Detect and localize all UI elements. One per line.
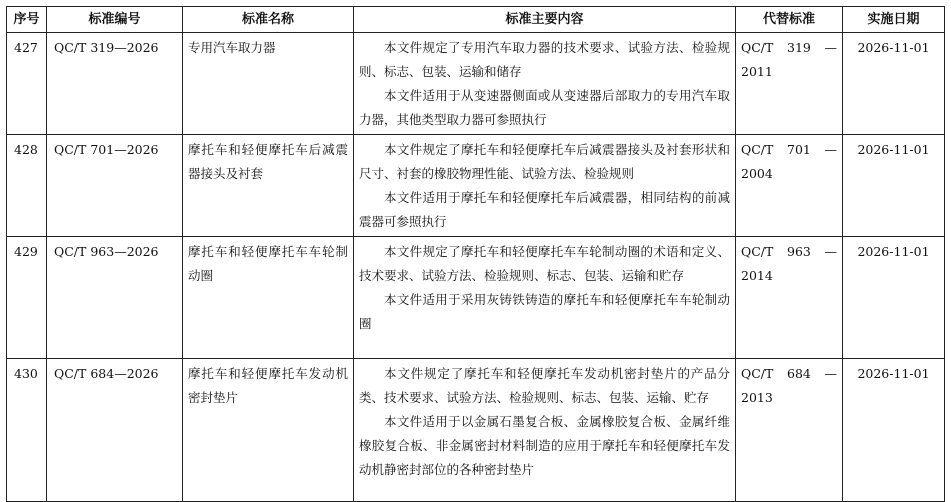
effective-date: 2026-11-01 xyxy=(843,135,945,237)
standard-code: QC/T 319—2026 xyxy=(47,33,183,135)
content-paragraph: 本文件适用于从变速器侧面或从变速器后部取力的专用汽车取力器，其他类型取力器可参照执行 xyxy=(359,88,730,127)
standard-code: QC/T 701—2026 xyxy=(47,135,183,237)
row-number: 430 xyxy=(7,359,47,502)
content-paragraph: 本文件规定了摩托车和轻便摩托车发动机密封垫片的产品分类、技术要求、试验方法、检验规则、标志、包装、运输、贮存 xyxy=(359,366,730,405)
effective-date: 2026-11-01 xyxy=(843,359,945,502)
header-date: 实施日期 xyxy=(843,7,945,33)
row-number: 428 xyxy=(7,135,47,237)
header-content: 标准主要内容 xyxy=(354,7,736,33)
standard-name: 摩托车和轻便摩托车车轮制动圈 xyxy=(183,237,354,359)
standard-name: 专用汽车取力器 xyxy=(183,33,354,135)
content-paragraph: 本文件适用于以金属石墨复合板、金属橡胶复合板、金属纤维橡胶复合板、非金属密封材料制造的应用于摩托车和轻便摩托车发动机静密封部位的各种密封垫片 xyxy=(359,414,730,477)
standard-content xyxy=(354,359,736,502)
table-row xyxy=(7,33,945,135)
content-paragraph: 本文件规定了摩托车和轻便摩托车车轮制动圈的术语和定义、技术要求、试验方法、检验规则、标志、包装、运输和贮存 xyxy=(359,244,730,283)
replaced-standard: QC/T 701 —2004 xyxy=(736,135,843,237)
table-row xyxy=(7,237,945,359)
header-replace: 代替标准 xyxy=(736,7,843,33)
content-paragraph: 本文件适用于摩托车和轻便摩托车后减震器，相同结构的前减震器可参照执行 xyxy=(359,190,730,229)
table-row xyxy=(7,135,945,237)
replaced-standard: QC/T 319 —2011 xyxy=(736,33,843,135)
standard-content xyxy=(354,237,736,359)
table-row xyxy=(7,359,945,502)
header-row xyxy=(7,7,945,33)
replaced-standard: QC/T 684 —2013 xyxy=(736,359,843,502)
row-number: 429 xyxy=(7,237,47,359)
header-name: 标准名称 xyxy=(183,7,354,33)
standard-content xyxy=(354,135,736,237)
content-paragraph: 本文件规定了专用汽车取力器的技术要求、试验方法、检验规则、标志、包装、运输和储存 xyxy=(359,40,730,79)
standard-name: 摩托车和轻便摩托车后减震器接头及衬套 xyxy=(183,135,354,237)
standards-table xyxy=(6,6,945,502)
content-paragraph: 本文件规定了摩托车和轻便摩托车后减震器接头及衬套形状和尺寸、衬套的橡胶物理性能、试验方法、检验规则 xyxy=(359,142,730,181)
header-no: 序号 xyxy=(7,7,47,33)
standard-code: QC/T 684—2026 xyxy=(47,359,183,502)
replaced-standard: QC/T 963 —2014 xyxy=(736,237,843,359)
content-paragraph: 本文件适用于采用灰铸铁铸造的摩托车和轻便摩托车车轮制动圈 xyxy=(359,292,730,331)
effective-date: 2026-11-01 xyxy=(843,33,945,135)
standard-code: QC/T 963—2026 xyxy=(47,237,183,359)
row-number: 427 xyxy=(7,33,47,135)
effective-date: 2026-11-01 xyxy=(843,237,945,359)
standard-name: 摩托车和轻便摩托车发动机密封垫片 xyxy=(183,359,354,502)
header-code: 标准编号 xyxy=(47,7,183,33)
standard-content xyxy=(354,33,736,135)
